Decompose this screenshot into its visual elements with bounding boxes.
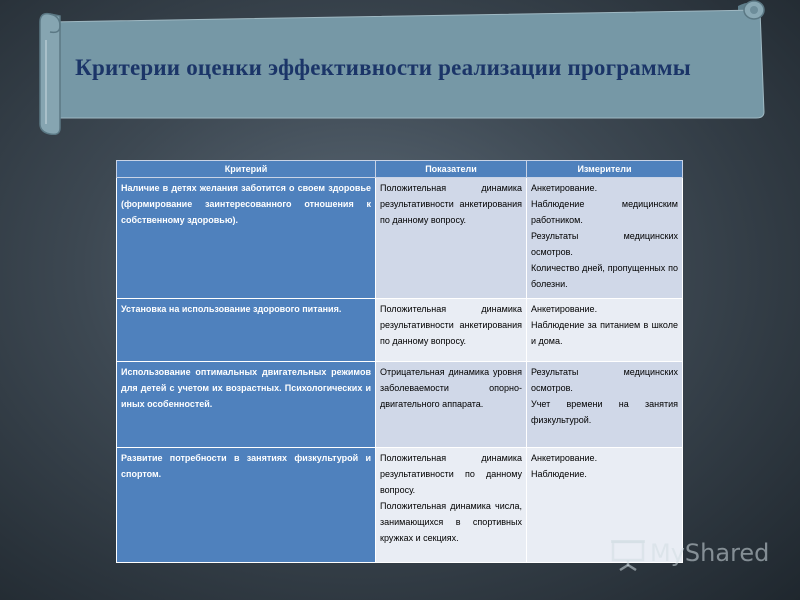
criterion-cell: Использование оптимальных двигательных режимов для детей с учетом их возрастных. Психологических и иных особенностей. [117, 362, 376, 448]
indicators-cell [376, 448, 527, 563]
measure-text: Количество дней, пропущенных по болезни. [531, 263, 678, 289]
indicators-cell [376, 178, 527, 299]
measure-text: Анкетирование. [531, 183, 598, 193]
table-row [117, 178, 683, 299]
table-row [117, 299, 683, 362]
indicators-cell [376, 362, 527, 448]
measure-text: Наблюдение медицинским работником. [531, 199, 678, 225]
projector-screen-icon [610, 539, 646, 571]
indicators-cell [376, 299, 527, 362]
criteria-table [116, 160, 683, 563]
indicator-text: Отрицательная динамика уровня заболеваемости опорно-двигательного аппарата. [380, 367, 522, 409]
measures-cell [527, 178, 683, 299]
header-measures: Измерители [527, 161, 683, 178]
table-header-row [117, 161, 683, 178]
header-indicators: Показатели [376, 161, 527, 178]
measure-text: Анкетирование. [531, 453, 598, 463]
measure-text: Наблюдение за питанием в школе и дома. [531, 320, 678, 346]
indicator-text: Положительная динамика числа, занимающихся в спортивных кружках и секциях. [380, 501, 522, 543]
criterion-cell: Установка на использование здорового питания. [117, 299, 376, 362]
measures-cell [527, 299, 683, 362]
measure-text: Учет времени на занятия физкультурой. [531, 399, 678, 425]
measure-text: Анкетирование. [531, 304, 598, 314]
indicator-text: Положительная динамика результативности анкетирования по данному вопросу. [380, 183, 522, 225]
measure-text: Результаты медицинских осмотров. [531, 231, 678, 257]
table-row [117, 448, 683, 563]
measures-cell [527, 362, 683, 448]
measure-text: Наблюдение. [531, 469, 587, 479]
slide-title: Критерии оценки эффективности реализации программы [75, 55, 691, 80]
watermark [610, 535, 780, 575]
header-criterion: Критерий [117, 161, 376, 178]
indicator-text: Положительная динамика результативности анкетирования по данному вопросу. [380, 304, 522, 346]
table-row [117, 362, 683, 448]
watermark-text: MyShared [650, 539, 770, 567]
indicator-text: Положительная динамика результативности по данному вопросу. [380, 453, 522, 495]
criterion-cell: Развитие потребности в занятиях физкультурой и спортом. [117, 448, 376, 563]
measure-text: Результаты медицинских осмотров. [531, 367, 678, 393]
criterion-cell: Наличие в детях желания заботится о своем здоровье (формирование заинтересованного отношения к собственному здоровью). [117, 178, 376, 299]
